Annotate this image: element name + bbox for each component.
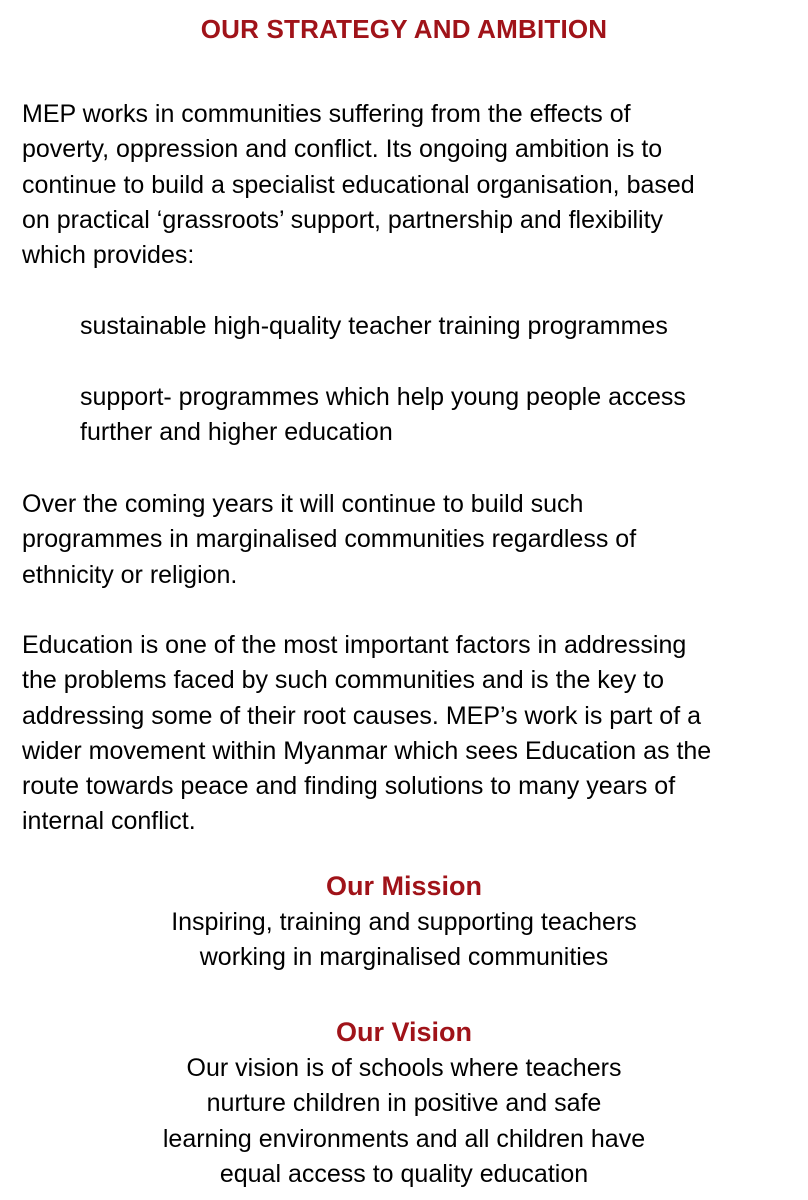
page-title: OUR STRATEGY AND AMBITION bbox=[200, 14, 608, 44]
vision-line: nurture children in positive and safe bbox=[206, 1089, 602, 1118]
provision-item-support-programmes bbox=[80, 380, 800, 451]
coming-years-line: Over the coming years it will continue to build such bbox=[22, 490, 584, 518]
intro-line: continue to build a specialist educational organisation, based bbox=[22, 170, 695, 199]
vision-line: equal access to quality education bbox=[219, 1159, 589, 1188]
education-line: route towards peace and finding solutions to many years of bbox=[22, 772, 676, 801]
mission-heading: Our Mission bbox=[325, 871, 482, 901]
coming-years-line: ethnicity or religion. bbox=[22, 560, 238, 589]
coming-years-paragraph bbox=[22, 487, 802, 593]
provision-item-teacher-training bbox=[80, 309, 800, 344]
education-line: addressing some of their root causes. MEP’s work is part of a bbox=[22, 701, 702, 730]
vision-line: learning environments and all children have bbox=[162, 1124, 646, 1153]
vision-heading: Our Vision bbox=[335, 1017, 473, 1047]
provision-line: sustainable high-quality teacher training programmes bbox=[80, 312, 668, 340]
coming-years-line: programmes in marginalised communities regardless of bbox=[22, 525, 637, 554]
intro-paragraph bbox=[22, 97, 802, 273]
intro-line: on practical ‘grassroots’ support, partnership and flexibility bbox=[22, 205, 664, 234]
provision-line: support- programmes which help young people access bbox=[80, 383, 686, 411]
intro-line: poverty, oppression and conflict. Its ongoing ambition is to bbox=[22, 135, 663, 164]
education-line: the problems faced by such communities and is the key to bbox=[22, 666, 664, 695]
vision-line: Our vision is of schools where teachers bbox=[186, 1054, 622, 1082]
mission-line: working in marginalised communities bbox=[199, 943, 609, 972]
intro-line: MEP works in communities suffering from the effects of bbox=[22, 100, 631, 128]
mission-statement bbox=[0, 905, 808, 976]
vision-statement bbox=[0, 1051, 808, 1192]
intro-line: which provides: bbox=[22, 241, 195, 270]
mission-line: Inspiring, training and supporting teachers bbox=[171, 908, 637, 936]
education-line: internal conflict. bbox=[22, 807, 196, 836]
education-paragraph bbox=[22, 628, 802, 840]
provision-line: further and higher education bbox=[80, 418, 393, 447]
education-line: wider movement within Myanmar which sees Education as the bbox=[22, 736, 712, 765]
education-line: Education is one of the most important factors in addressing bbox=[22, 631, 687, 659]
